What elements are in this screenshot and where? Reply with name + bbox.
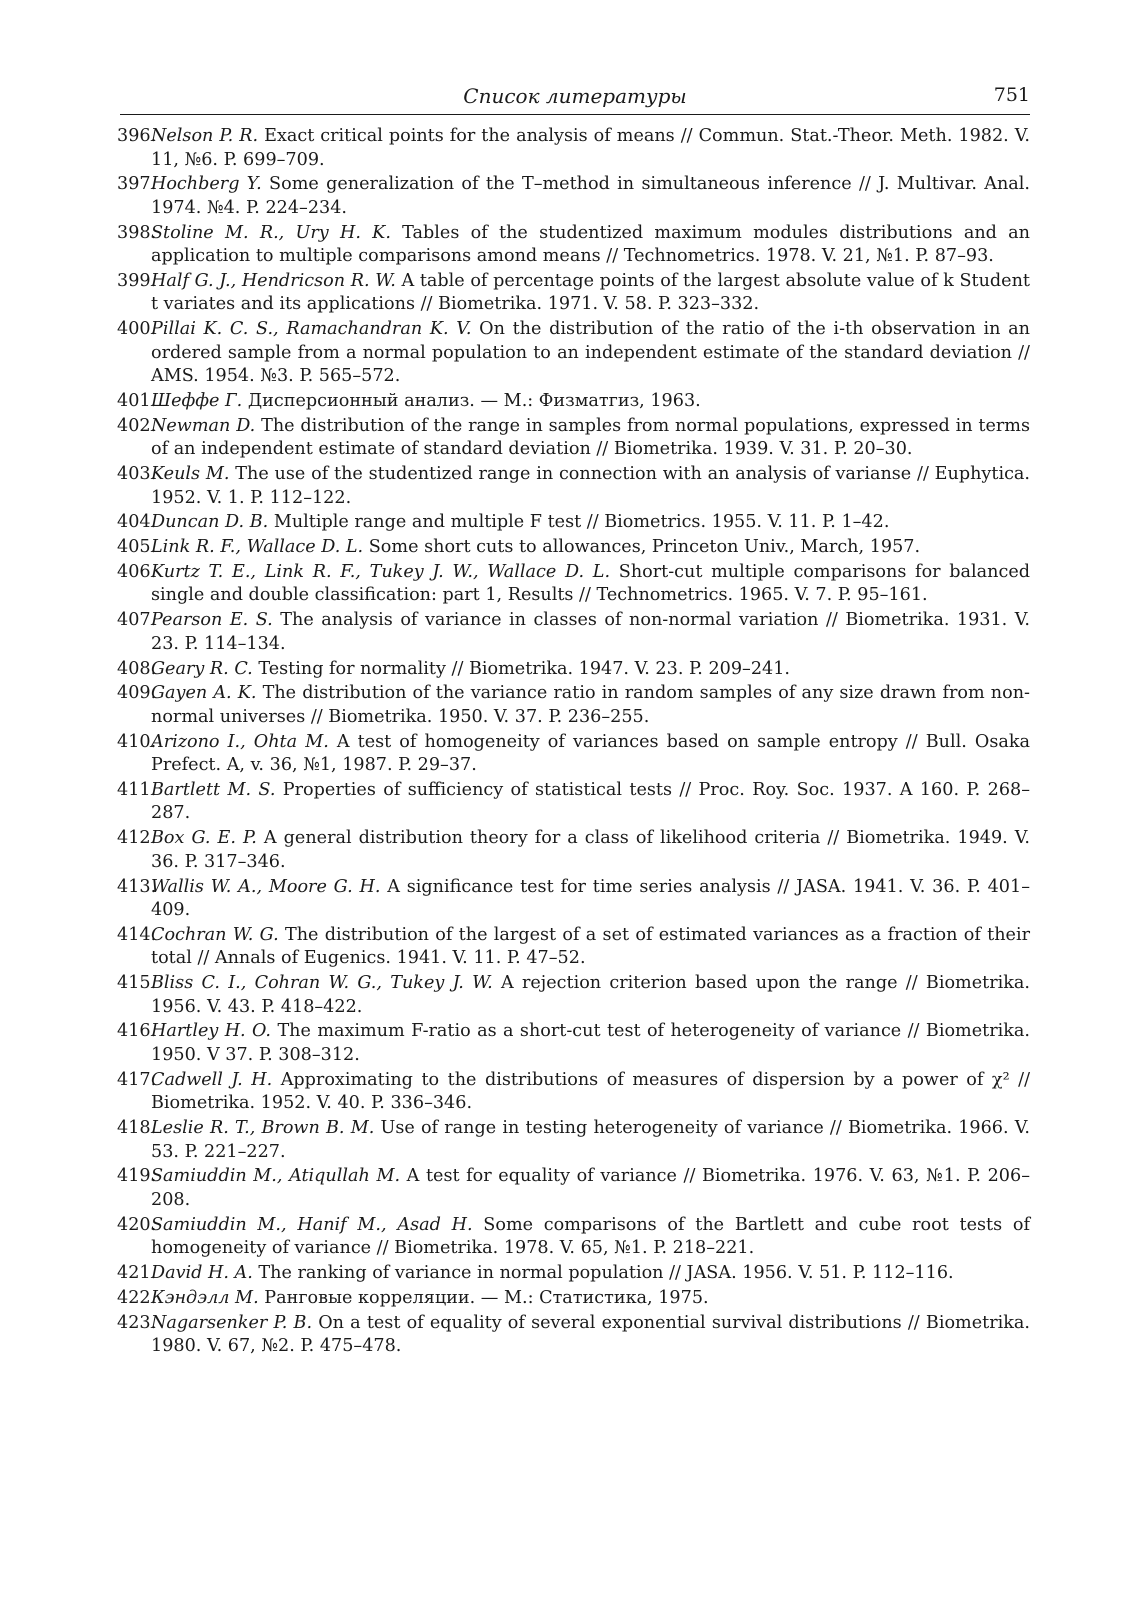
reference-text: The maximum F-ratio as a short-cut test of heterogeneity of variance // Biometrika. 1950. V 37. P. 308–312.	[151, 1021, 1030, 1065]
reference-number: 412.	[117, 828, 157, 849]
reference-item	[117, 827, 1031, 874]
reference-text: A rejection criterion based upon the range // Biometrika. 1956. V. 43. P. 418–422.	[151, 973, 1030, 1017]
reference-text: The use of the studentized range in connection with an analysis of varianse // Euphytica. 1952. V. 1. P. 112–122.	[151, 464, 1030, 508]
reference-text: On the distribution of the ratio of the i-th observation in an ordered sample from a normal population to an independent estimate of the standard deviation // AMS. 1954. №3. P. 565–572.	[151, 319, 1030, 387]
reference-item	[117, 125, 1031, 172]
reference-number: 416.	[117, 1021, 157, 1042]
reference-authors: Cadwell J. H.	[151, 1069, 273, 1090]
reference-authors: Samiuddin M., Hanif M., Asad H.	[151, 1214, 473, 1235]
reference-authors: David H. A.	[151, 1262, 253, 1283]
reference-text: A test for equality of variance // Biometrika. 1976. V. 63, №1. P. 206–208.	[151, 1166, 1030, 1210]
reference-authors: Шеффе Г.	[151, 390, 243, 411]
reference-number: 406.	[117, 561, 157, 582]
reference-text: The distribution of the largest of a set of estimated variances as a fraction of their total // Annals of Eugenics. 1941. V. 11. P. 47–52.	[151, 924, 1031, 969]
reference-text: Some short cuts to allowances, Princeton Univ., March, 1957.	[363, 537, 921, 558]
reference-authors: Kurtz T. E., Link R. F., Tukey J. W., Wallace D. L.	[151, 561, 611, 582]
reference-item	[117, 658, 1030, 682]
reference-number: 396.	[117, 126, 157, 146]
reference-authors: Newman D.	[151, 415, 256, 436]
reference-authors: Leslie R. T., Brown B. M.	[151, 1118, 375, 1139]
reference-item	[117, 536, 1030, 560]
reference-authors: Nelson P. R.	[151, 126, 259, 146]
reference-text: Use of range in testing heterogeneity of variance // Biometrika. 1966. V. 53. P. 221–227.	[151, 1118, 1030, 1162]
reference-item	[117, 415, 1030, 462]
reference-authors: Half G. J., Hendricson R. W.	[151, 270, 396, 291]
running-title: Список литературы	[463, 84, 687, 108]
reference-authors: Hochberg Y.	[151, 174, 262, 195]
reference-item	[117, 561, 1030, 608]
reference-number: 419.	[117, 1166, 157, 1187]
reference-authors: Wallis W. A., Moore G. H.	[151, 876, 381, 897]
reference-text: The ranking of variance in normal population // JASA. 1956. V. 51. P. 112–116.	[252, 1262, 954, 1283]
reference-text: Some generalization of the T–method in simultaneous inference // J. Multivar. Anal. 1974. №4. P. 224–234.	[151, 174, 1030, 218]
reference-authors: Stoline M. R., Ury H. K.	[151, 222, 391, 243]
reference-authors: Duncan D. B.	[151, 512, 269, 533]
reference-text: Testing for normality // Biometrika. 1947. V. 23. P. 209–241.	[252, 658, 791, 679]
reference-text: Some comparisons of the Bartlett and cube root tests of homogeneity of variance // Biometrika. 1978. V. 65, №1. P. 218–221.	[151, 1214, 1030, 1259]
reference-text: Short-cut multiple comparisons for balanced single and double classification: part 1, Results // Technometrics. 1965. V. 7. P. 95–161.	[151, 561, 1030, 606]
reference-authors: Gayen A. K.	[151, 683, 257, 704]
reference-item	[117, 876, 1030, 923]
reference-text: The distribution of the variance ratio in random samples of any size drawn from non-normal universes // Biometrika. 1950. V. 37. P. 236–255.	[151, 683, 1031, 727]
reference-number: 405.	[117, 537, 157, 558]
reference-authors: Bliss C. I., Cohran W. G., Tukey J. W.	[151, 973, 493, 994]
reference-text: Дисперсионный анализ. — М.: Физматгиз, 1963.	[242, 390, 701, 411]
reference-item	[117, 924, 1031, 971]
reference-authors: Keuls M.	[151, 464, 230, 485]
reference-text: On a test of equality of several exponential survival distributions // Biometrika. 1980. V. 67, №2. P. 475–478.	[151, 1312, 1030, 1357]
reference-text: Tables of the studentized maximum modules distributions and an application to multiple comparisons amond means // Technometrics. 1978. V. 21, №1. P. 87–93.	[151, 222, 1030, 267]
reference-text: A table of percentage points of the largest absolute value of k Student t variates and its applications // Biometrika. 1971. V. 58. P. 323–332.	[151, 270, 1030, 315]
reference-item	[117, 318, 1030, 389]
reference-item	[117, 972, 1030, 1019]
reference-number: 402.	[117, 415, 157, 436]
reference-item	[117, 222, 1030, 269]
reference-authors: Samiuddin M., Atiqullah M.	[151, 1166, 401, 1187]
reference-authors: Hartley H. O.	[151, 1021, 272, 1042]
reference-item	[117, 779, 1030, 826]
reference-item	[117, 1262, 1030, 1286]
reference-text: Ранговые корреляции. — М.: Статистика, 1975.	[258, 1287, 709, 1308]
reference-authors: Geary R. C.	[151, 658, 253, 679]
reference-item	[117, 511, 1030, 535]
page-number: 751	[993, 84, 1030, 106]
reference-item	[117, 1117, 1030, 1164]
reference-authors: Pearson E. S.	[151, 610, 273, 631]
reference-text: A test of homogeneity of variances based on sample entropy // Bull. Osaka Prefect. A, v. 36, №1, 1987. P. 29–37.	[151, 731, 1030, 776]
reference-text: Multiple range and multiple F test // Biometrics. 1955. V. 11. P. 1–42.	[268, 512, 890, 533]
reference-item	[117, 390, 1030, 414]
reference-item	[117, 1020, 1030, 1067]
running-header	[120, 80, 1030, 115]
reference-number: 422.	[117, 1287, 157, 1308]
reference-number: 408.	[117, 658, 157, 679]
reference-number: 401.	[117, 390, 157, 411]
reference-authors: Box G. E. P.	[151, 828, 257, 849]
reference-text: Approximating to the distributions of measures of dispersion by a power of χ² // Biometrika. 1952. V. 40. P. 336–346.	[151, 1069, 1030, 1114]
reference-number: 409.	[117, 683, 157, 704]
reference-text: Properties of sufficiency of statistical tests // Proc. Roy. Soc. 1937. A 160. P. 268–287.	[151, 779, 1030, 824]
reference-number: 411.	[117, 779, 157, 800]
book-page	[117, 80, 1031, 1360]
reference-authors: Link R. F., Wallace D. L.	[151, 537, 364, 558]
reference-item	[117, 731, 1030, 778]
reference-text: The analysis of variance in classes of non-normal variation // Biometrika. 1931. V. 23. P. 114–134.	[151, 610, 1031, 654]
reference-text: A significance test for time series analysis // JASA. 1941. V. 36. P. 401–409.	[151, 876, 1030, 921]
reference-item	[117, 1069, 1030, 1116]
reference-item	[117, 270, 1030, 317]
reference-authors: Nagarsenker P. B.	[151, 1312, 313, 1333]
reference-item	[117, 609, 1031, 656]
reference-item	[117, 1165, 1030, 1212]
reference-number: 398.	[117, 222, 157, 243]
reference-number: 421.	[117, 1262, 157, 1283]
reference-number: 418.	[117, 1118, 157, 1139]
reference-authors: Pillai K. C. S., Ramachandran K. V.	[151, 319, 472, 340]
reference-item	[117, 1287, 1030, 1311]
reference-authors: Cochran W. G.	[151, 924, 279, 945]
reference-number: 420.	[117, 1214, 157, 1235]
reference-number: 400.	[117, 319, 157, 340]
reference-number: 397.	[117, 174, 157, 195]
reference-text: A general distribution theory for a class of likelihood criteria // Biometrika. 1949. V. 36. P. 317–346.	[151, 828, 1031, 872]
reference-number: 413.	[117, 876, 157, 897]
reference-text: The distribution of the range in samples from normal populations, expressed in terms of an independent estimate of standard deviation // Biometrika. 1939. V. 31. P. 20–30.	[151, 415, 1030, 460]
reference-authors: Arizono I., Ohta M.	[151, 731, 329, 752]
reference-number: 410.	[117, 731, 157, 752]
reference-number: 417.	[117, 1069, 157, 1090]
reference-number: 404.	[117, 512, 157, 533]
reference-item	[117, 682, 1031, 729]
reference-item	[117, 1214, 1030, 1261]
reference-number: 415.	[117, 973, 157, 994]
reference-item	[117, 463, 1030, 510]
reference-authors: Кэндэлл М.	[151, 1287, 259, 1308]
reference-item	[117, 1312, 1030, 1359]
reference-text: Exact critical points for the analysis of means // Commun. Stat.-Theor. Meth. 1982. V. 11, №6. P. 699–709.	[151, 126, 1031, 170]
reference-item	[117, 173, 1030, 220]
reference-number: 407.	[117, 610, 157, 631]
reference-number: 403.	[117, 464, 157, 485]
reference-number: 423.	[117, 1312, 157, 1333]
reference-authors: Bartlett M. S.	[151, 779, 276, 800]
reference-list	[117, 125, 1031, 1359]
reference-number: 399.	[117, 270, 157, 291]
reference-number: 414.	[117, 924, 157, 945]
